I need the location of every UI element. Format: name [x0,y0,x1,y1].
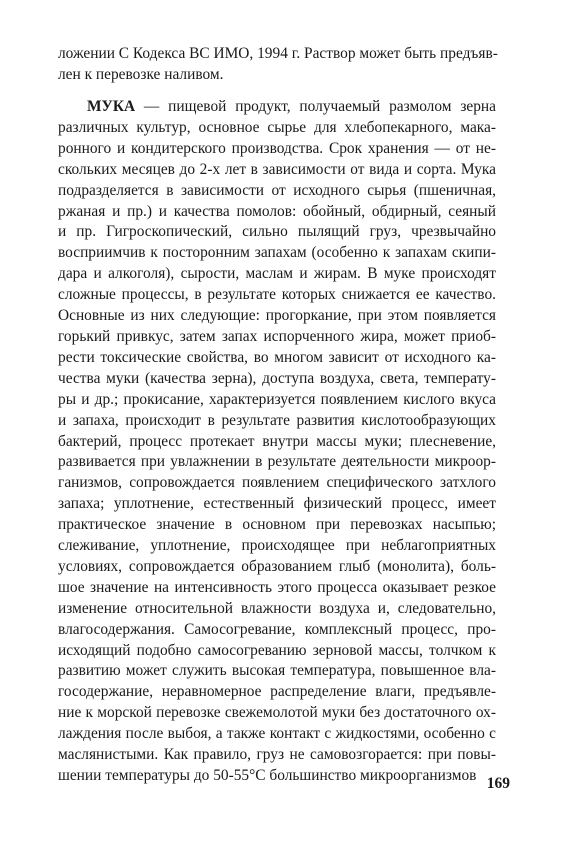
text-line: Основные из них следующие: прогоркание, при этом появляется [58,307,496,325]
text-line: маслянистыми. Как правило, груз не самовозгорается: при повы- [58,746,496,764]
text-line: шении температуры до 50-55°С большинство микроорганизмов [58,767,477,784]
text-line: бактерий, процесс протекает внутри массы муки; плесневение, [58,432,496,450]
article-body [58,118,496,787]
text-line: скольких месяцев до 2-х лет в зависимости от вида и сорта. Мука [58,160,496,178]
text-line: исходящий подобно самосогреванию зерновой массы, толчком к [58,641,496,659]
text-line: различных культур, основное сырье для хлебопекарного, мака- [58,118,496,136]
text-line: ронного и кондитерского производства. Срок хранения — от не- [58,139,496,157]
text-line: лен к перевозке наливом. [58,65,224,83]
text-line: слеживание, уплотнение, происходящее при неблагоприятных [58,537,496,555]
text-line: развивается при увлажнении в результате деятельности микроор- [58,453,496,471]
text-line: запаха; уплотнение, естественный физический процесс, имеет [58,495,496,513]
text-line: шое значение на интенсивность этого процесса оказывает резкое [58,578,496,596]
text-line: и пр. Гигроскопический, сильно пылящий груз, чрезвычайно [58,223,496,241]
text-line: изменение относительной влажности воздуха и, следовательно, [58,599,496,617]
text-line: практическое значение в основном при перевозках насыпью; [58,516,496,534]
text-line: госодержание, неравномерное распределение влаги, предъявле- [58,683,496,701]
article-paragraph [58,97,496,787]
text-line: восприимчив к посторонним запахам (особенно к запахам скипи- [58,244,496,262]
text-line: ганизмов, сопровождается появлением специфического затхлого [58,474,496,492]
text-line: сложные процессы, в результате которых снижается ее качество. [58,286,496,304]
text-line: лаждения после выбоя, а также контакт с жидкостями, особенно с [58,725,496,743]
text-line: ние к морской перевозке свежемолотой муки без достаточного ох- [58,704,496,722]
text-line: чества муки (качества зерна), доступа воздуха, света, температу- [58,369,496,387]
text-line: рести токсические свойства, во многом зависит от исходного ка- [58,348,496,366]
article-first-line-text: — пищевой продукт, получаемый размолом зерна [135,98,496,115]
text-line: дара и алкоголя), сырости, маслам и жирам. В муке происходят [58,265,496,283]
article-first-line [58,97,496,118]
text-line: влагосодержания. Самосогревание, комплексный процесс, про- [58,620,496,638]
text-line: условиях, сопровождается образованием глыб (монолита), боль- [58,557,496,575]
intro-paragraph [58,44,496,86]
text-line: подразделяется в зависимости от исходного сырья (пшеничная, [58,181,496,199]
text-line: ржаная и пр.) и качества помолов: обойный, обдирный, сеяный [58,202,496,220]
page-number: 169 [486,775,510,792]
article-term: МУКА [87,98,136,115]
text-line: ложении С Кодекса ВС ИМО, 1994 г. Раствор может быть предъяв- [58,45,498,62]
text-line: горький привкус, затем запах испорченного жира, может приоб- [58,327,496,345]
text-line: развитию может служить высокая температура, повышенное вла- [58,662,496,680]
text-line: ры и др.; прокисание, характеризуется появлением кислого вкуса [58,390,496,408]
text-line: и запаха, происходит в результате развития кислотообразующих [58,411,496,429]
